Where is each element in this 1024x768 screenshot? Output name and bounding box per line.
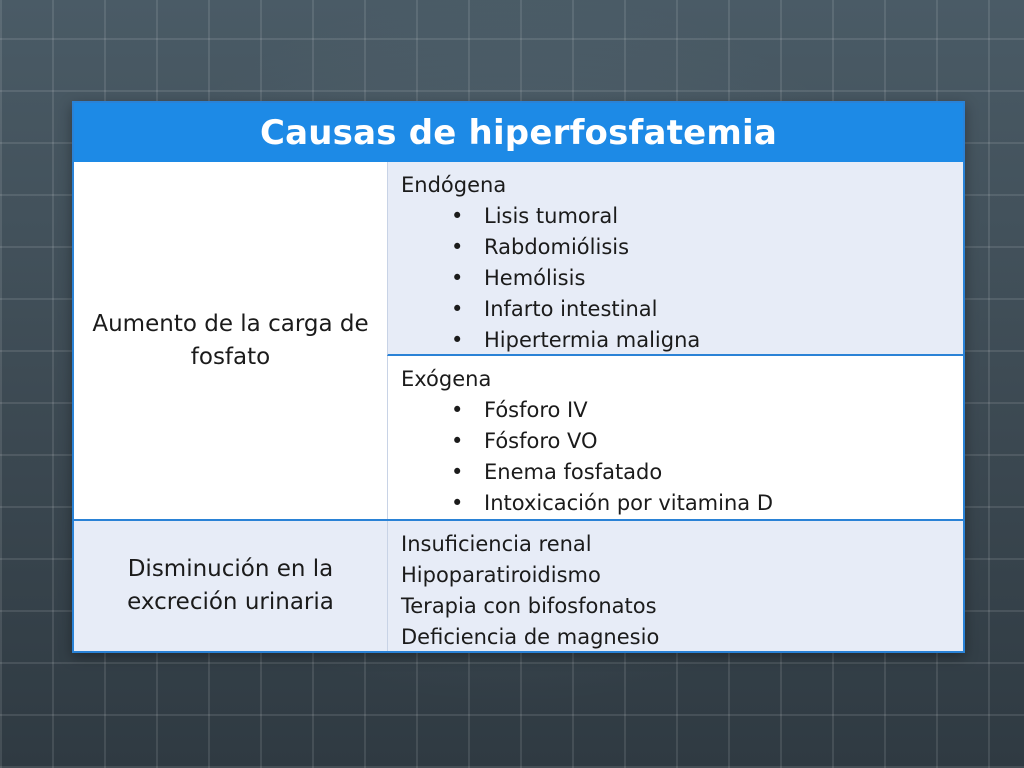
bullet-icon: • [451,328,464,352]
causes-table [72,101,965,653]
list-item: • Enema fosfatado [401,457,963,488]
group-cell-endogenous [387,162,963,356]
category-cell-phosphate-load [74,162,387,520]
list-item: • Rabdomiólisis [401,232,963,263]
list-item: Insuficiencia renal [401,532,592,556]
list-item: • Lisis tumoral [401,201,963,232]
table-title: Causas de hiperfosfatemia [74,103,963,162]
list-item: • Fósforo VO [401,426,963,457]
list-item: Terapia con bifosfonatos [401,594,657,618]
group-heading: Exógena [401,367,492,391]
bullet-icon: • [451,235,464,259]
causes-cell-urinary-excretion [387,521,963,651]
list-item: Hipoparatiroidismo [401,563,601,587]
bullet-icon: • [451,297,464,321]
category-label: Aumento de la carga de fosfato [92,311,369,370]
list-item: • Intoxicación por vitamina D [401,488,963,519]
bullet-icon: • [451,266,464,290]
bullet-icon: • [451,204,464,228]
list-item: • Infarto intestinal [401,294,963,325]
bullet-icon: • [451,491,464,515]
category-cell-urinary-excretion [74,521,387,651]
group-cell-exogenous [387,356,963,520]
bullet-list [401,395,963,519]
list-item: • Fósforo IV [401,395,963,426]
bullet-list [401,201,963,356]
bullet-icon: • [451,398,464,422]
list-item: Deficiencia de magnesio [401,625,660,649]
bullet-icon: • [451,460,464,484]
list-item: • Hemólisis [401,263,963,294]
bullet-icon: • [451,429,464,453]
group-heading: Endógena [401,173,507,197]
category-label: Disminución en la excreción urinaria [127,556,334,615]
list-item: • Hipertermia maligna [401,325,963,356]
